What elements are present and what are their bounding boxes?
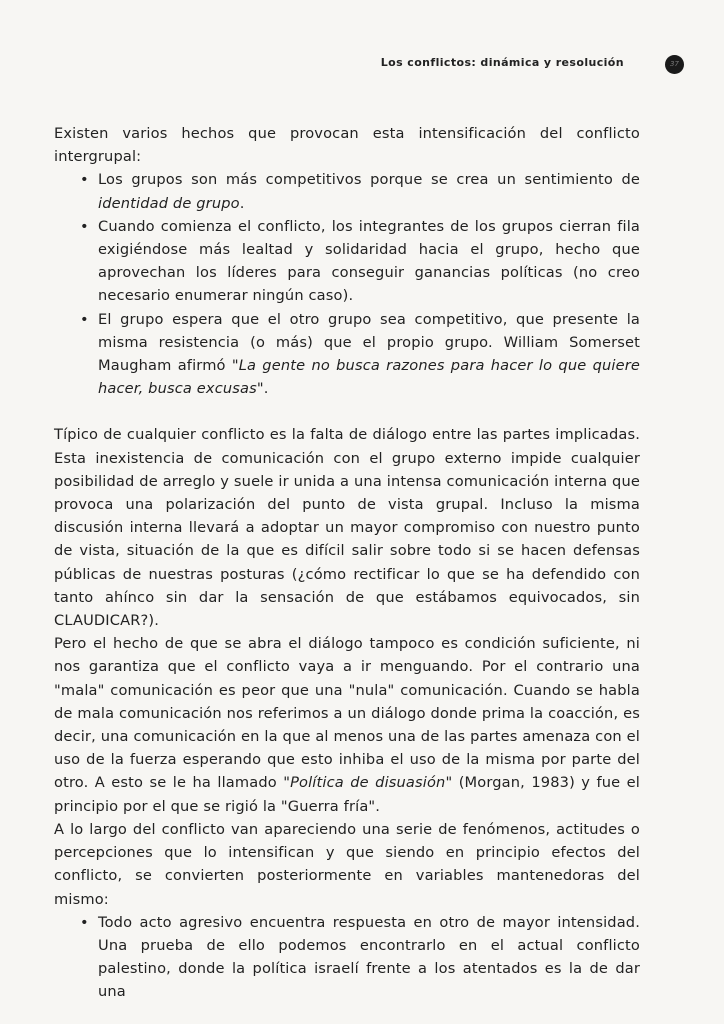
phenomena-list [54,911,640,1004]
page-body [54,122,640,1004]
running-head: Los conflictos: dinámica y resolución [380,56,624,69]
list-item: • Los grupos son más competitivos porque se crea un sentimiento de identidad de grupo. [98,168,640,214]
dialogue-paragraph: Típico de cualquier conflicto es la falta de diálogo entre las partes implicadas. Esta inexistencia de comunicación con el grupo externo impide cualquier posibilidad de arreglo y suele ir unida a una intensa comunicación interna que provoca una polarización del punto de vista grupal. Incluso la misma discusión interna llevará a adoptar un mayor compromiso con nuestro punto de vista, situación de la que es difícil salir sobre todo si se hacen defensas públicas de nuestras posturas (¿cómo rectificar lo que se ha defendido con tanto ahínco sin dar la sensación de que estábamos equivocados, sin CLAUDICAR?). [54,426,640,630]
page-number-badge: 37 [665,55,684,74]
intensification-list [54,168,640,400]
list-item: • Cuando comienza el conflicto, los integrantes de los grupos cierran fila exigiéndose más lealtad y solidaridad hacia el grupo, hecho que aprovechan los líderes para conseguir ganancias políticas (no creo necesario enumerar ningún caso). [98,215,640,308]
list-item: • Todo acto agresivo encuentra respuesta en otro de mayor intensidad. Una prueba de ello podemos encontrarlo en el actual conflicto palestino, donde la política israelí frente a los atentados es la de dar una [98,911,640,1004]
intro-paragraph: Existen varios hechos que provocan esta intensificación del conflicto intergrupal: [54,125,640,166]
page-header [0,55,724,75]
communication-paragraph: Pero el hecho de que se abra el diálogo tampoco es condición suficiente, ni nos garantiza que el conflicto vaya a ir menguando. Por el contrario una "mala" comunicación es peor que una "nula" comunicación. Cuando se habla de mala comunicación nos referimos a un diálogo donde prima la coacción, es decir, una comunicación en la que al menos una de las partes amenaza con el uso de la fuerza esperando que esto inhiba el uso de la misma por parte del otro. A esto se le ha llamado "Política de disuasión" (Morgan, 1983) y fue el principio por el que se rigió la "Guerra fría". [54,635,640,815]
list-item: • El grupo espera que el otro grupo sea competitivo, que presente la misma resistencia (o más) que el propio grupo. William Somerset Maugham afirmó "La gente no busca razones para hacer lo que quiere hacer, busca excusas". [98,308,640,401]
paragraph-gap [54,400,640,423]
phenomena-paragraph: A lo largo del conflicto van apareciendo una serie de fenómenos, actitudes o percepciones que lo intensifican y que siendo en principio efectos del conflicto, se convierten posteriormente en variables mantenedoras del mismo: [54,820,640,908]
